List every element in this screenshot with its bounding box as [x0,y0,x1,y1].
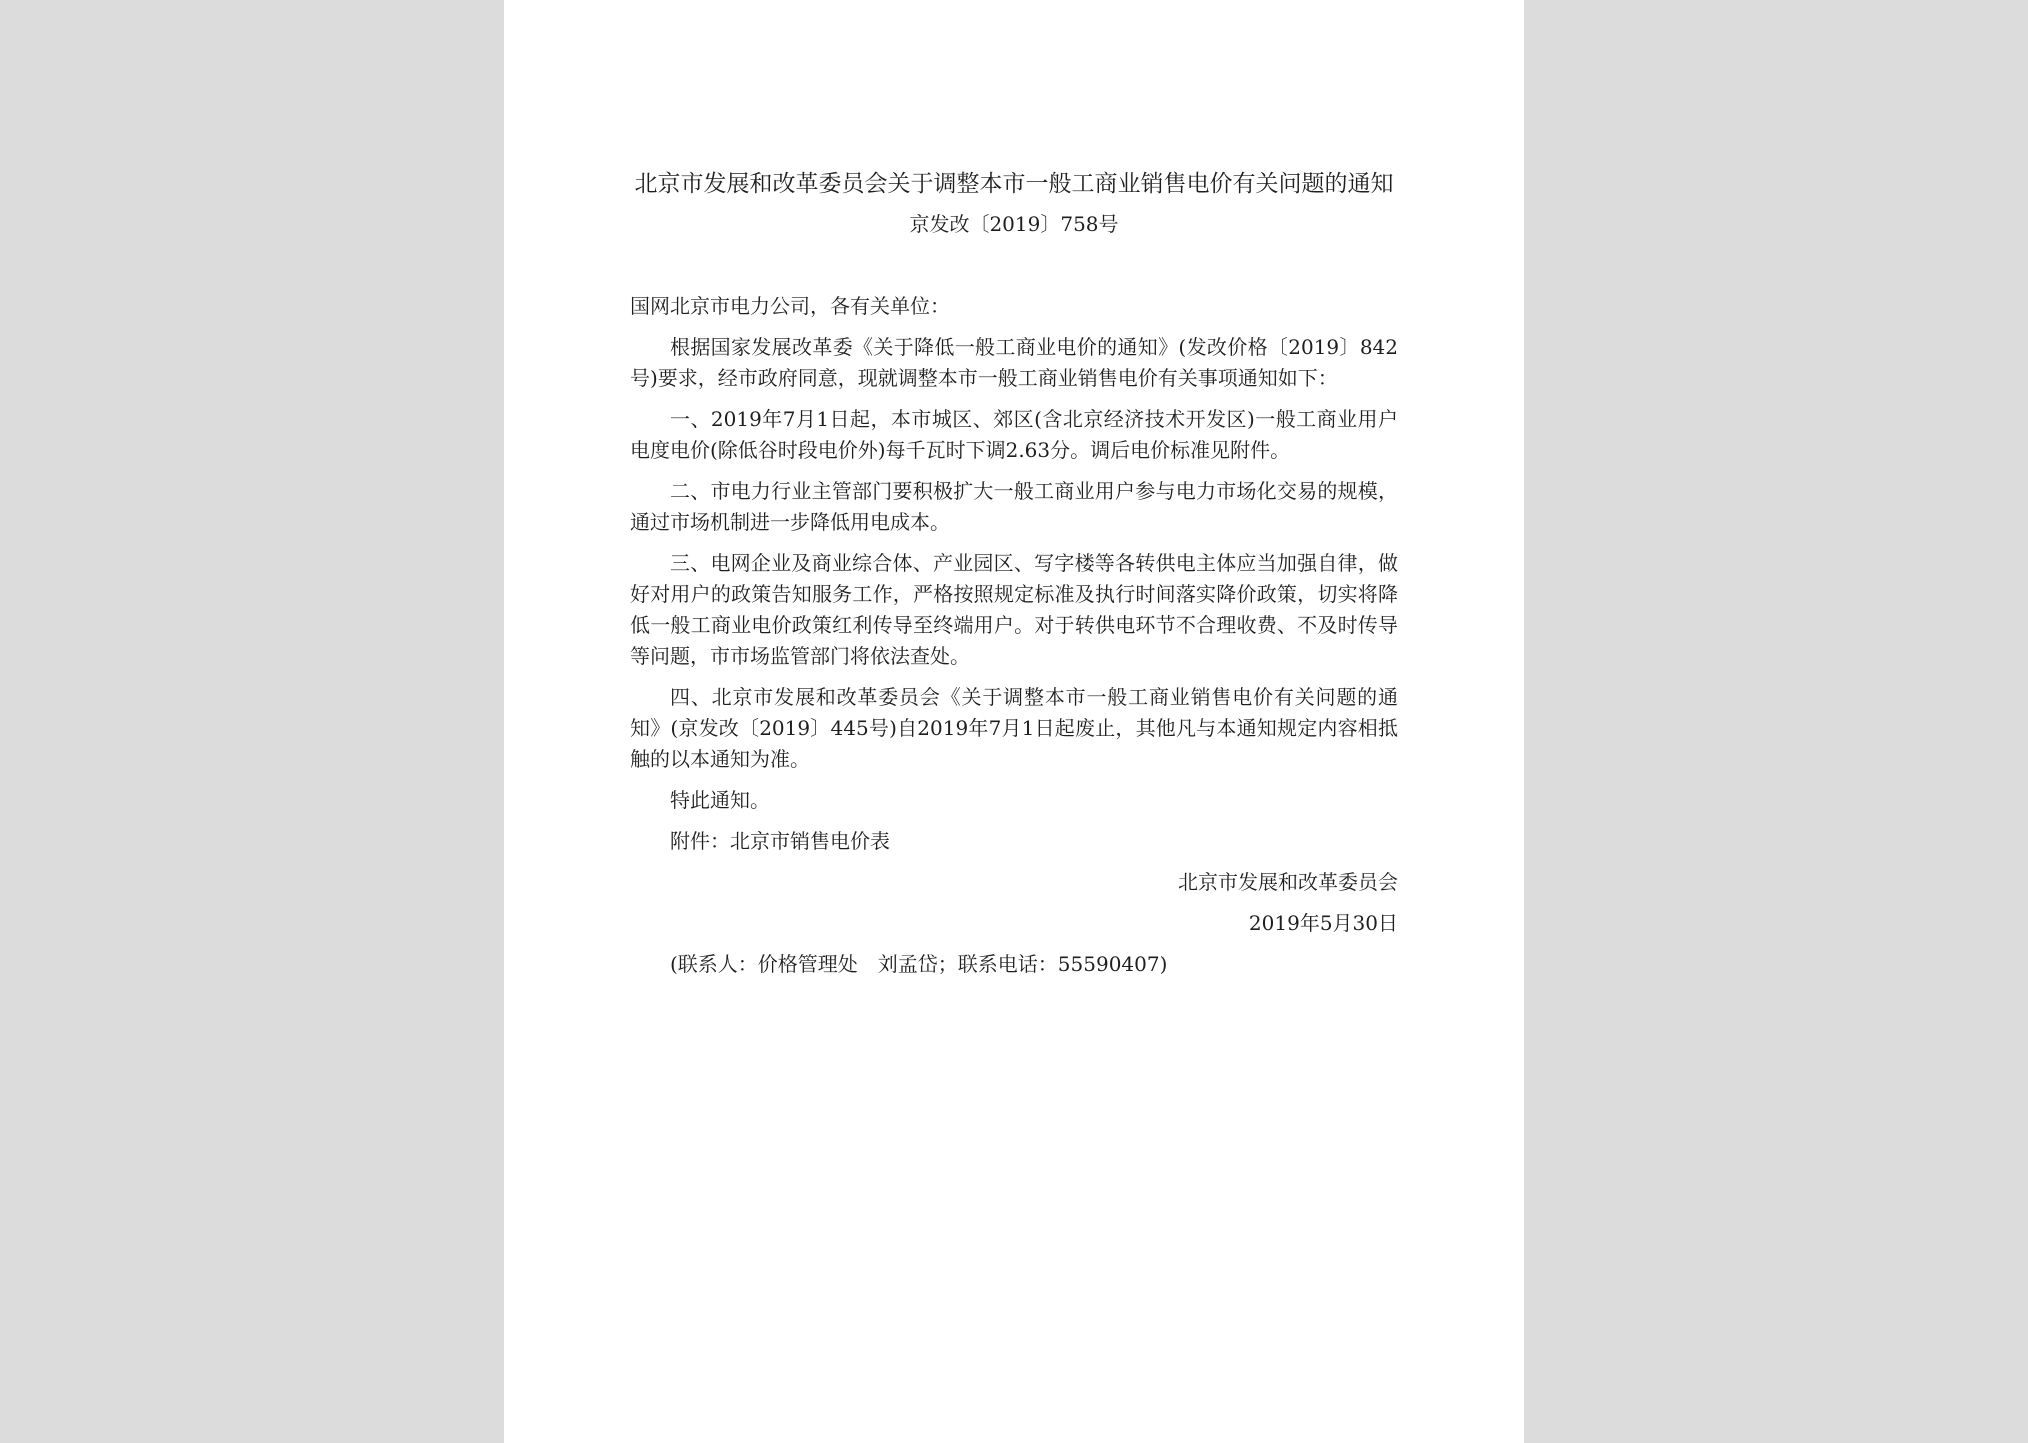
body-paragraph-1: 一、2019年7月1日起，本市城区、郊区(含北京经济技术开发区)一般工商业用户电度电价(除低谷时段电价外)每千瓦时下调2.63分。调后电价标准见附件。 [630,407,1398,462]
issuer-name: 北京市发展和改革委员会 [1178,870,1398,894]
document-number: 京发改〔2019〕758号 [909,212,1119,236]
closing-line: 特此通知。 [670,788,770,812]
contact-line: (联系人：价格管理处 刘孟岱；联系电话：55590407) [670,952,1168,976]
document-page [504,0,1524,1443]
salutation: 国网北京市电力公司，各有关单位： [630,294,950,318]
body-paragraph-3: 三、电网企业及商业综合体、产业园区、写字楼等各转供电主体应当加强自律，做好对用户的政策告知服务工作，严格按照规定标准及执行时间落实降价政策，切实将降低一般工商业电价政策红利传导至终端用户。对于转供电环节不合理收费、不及时传导等问题，市市场监管部门将依法查处。 [630,551,1398,668]
document-title: 北京市发展和改革委员会关于调整本市一般工商业销售电价有关问题的通知 [634,171,1394,197]
body-paragraph-intro: 根据国家发展改革委《关于降低一般工商业电价的通知》(发改价格〔2019〕842号)要求，经市政府同意，现就调整本市一般工商业销售电价有关事项通知如下： [630,335,1398,390]
body-paragraph-4: 四、北京市发展和改革委员会《关于调整本市一般工商业销售电价有关问题的通知》(京发改〔2019〕445号)自2019年7月1日起废止，其他凡与本通知规定内容相抵触的以本通知为准。 [630,685,1398,771]
issue-date: 2019年5月30日 [1248,911,1398,935]
body-paragraph-2: 二、市电力行业主管部门要积极扩大一般工商业用户参与电力市场化交易的规模，通过市场机制进一步降低用电成本。 [630,479,1398,534]
attachment-line: 附件：北京市销售电价表 [670,829,890,853]
